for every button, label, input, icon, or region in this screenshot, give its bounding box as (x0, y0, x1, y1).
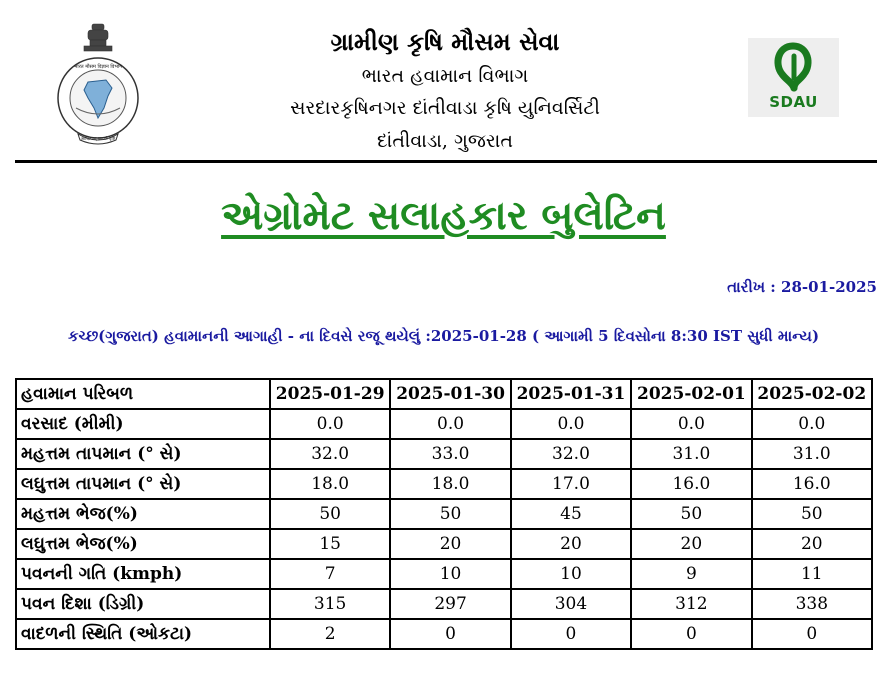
table-row (16, 499, 872, 529)
sdau-logo-text: SDAU (769, 93, 818, 111)
date-header: 2025-01-29 (270, 379, 390, 409)
cell-value: 0 (511, 619, 631, 649)
cell-value: 31.0 (631, 439, 751, 469)
bulletin-header (0, 0, 887, 164)
cell-value: 7 (270, 559, 390, 589)
cell-value: 50 (270, 499, 390, 529)
cell-value: 50 (752, 499, 872, 529)
cell-value: 2 (270, 619, 390, 649)
university-name: સરદારકૃષિનગર દાંતીવાડા કૃષિ યુનિવર્સિટી (290, 97, 600, 119)
cell-value: 10 (511, 559, 631, 589)
cell-value: 0.0 (631, 409, 751, 439)
cell-value: 16.0 (631, 469, 751, 499)
cell-value: 20 (390, 529, 510, 559)
cell-value: 315 (270, 589, 390, 619)
cell-value: 15 (270, 529, 390, 559)
cell-value: 304 (511, 589, 631, 619)
cell-value: 0.0 (752, 409, 872, 439)
svg-text:आदित्यात् जायते वृष्टि: आदित्यात् जायते वृष्टि (80, 137, 116, 142)
bulletin-date: તારીખ : 28-01-2025 (727, 278, 877, 296)
table-header-row (16, 379, 872, 409)
cell-value: 9 (631, 559, 751, 589)
svg-text:भारत मौसम विज्ञान विभाग: भारत मौसम विज्ञान विभाग (73, 64, 123, 70)
cell-value: 31.0 (752, 439, 872, 469)
header-divider (15, 160, 877, 163)
date-header: 2025-01-31 (511, 379, 631, 409)
row-label: લઘુત્તમ ભેજ(%) (16, 529, 270, 559)
cell-value: 312 (631, 589, 751, 619)
date-header: 2025-02-01 (631, 379, 751, 409)
cell-value: 338 (752, 589, 872, 619)
cell-value: 0 (390, 619, 510, 649)
row-label: વાદળની સ્થિતિ (ઓકટા) (16, 619, 270, 649)
cell-value: 0.0 (270, 409, 390, 439)
cell-value: 32.0 (270, 439, 390, 469)
date-header: 2025-02-02 (752, 379, 872, 409)
cell-value: 33.0 (390, 439, 510, 469)
department-name: ભારત હવામાન વિભાગ (361, 65, 529, 87)
date-header: 2025-01-30 (390, 379, 510, 409)
service-title: ગ્રામીણ કૃષિ મૌસમ સેવા (330, 27, 560, 56)
table-row (16, 619, 872, 649)
cell-value: 11 (752, 559, 872, 589)
weather-forecast-table (15, 378, 873, 650)
cell-value: 17.0 (511, 469, 631, 499)
cell-value: 50 (390, 499, 510, 529)
row-label: મહત્તમ તાપમાન (° સે) (16, 439, 270, 469)
location-name: દાંતીવાડા, ગુજરાત (377, 130, 513, 152)
row-label: લઘુત્તમ તાપમાન (° સે) (16, 469, 270, 499)
table-row (16, 559, 872, 589)
table-row (16, 589, 872, 619)
cell-value: 20 (511, 529, 631, 559)
cell-value: 0 (752, 619, 872, 649)
param-header: હવામાન પરિબળ (16, 379, 270, 409)
row-label: વરસાદ (મીમી) (16, 409, 270, 439)
cell-value: 20 (631, 529, 751, 559)
row-label: મહત્તમ ભેજ(%) (16, 499, 270, 529)
cell-value: 45 (511, 499, 631, 529)
cell-value: 10 (390, 559, 510, 589)
table-row (16, 409, 872, 439)
cell-value: 32.0 (511, 439, 631, 469)
cell-value: 0.0 (511, 409, 631, 439)
cell-value: 18.0 (270, 469, 390, 499)
cell-value: 297 (390, 589, 510, 619)
cell-value: 50 (631, 499, 751, 529)
row-label: પવનની ગતિ (kmph) (16, 559, 270, 589)
cell-value: 20 (752, 529, 872, 559)
bulletin-title: એગ્રોમેટ સલાહકાર બુલેટિન (221, 192, 666, 239)
sdau-logo (748, 38, 839, 117)
cell-value: 0 (631, 619, 751, 649)
cell-value: 18.0 (390, 469, 510, 499)
imd-logo (48, 22, 148, 147)
row-label: પવન દિશા (ડિગ્રી) (16, 589, 270, 619)
cell-value: 0.0 (390, 409, 510, 439)
table-row (16, 439, 872, 469)
table-row (16, 469, 872, 499)
table-row (16, 529, 872, 559)
cell-value: 16.0 (752, 469, 872, 499)
forecast-subtitle: કચ્છ(ગુજરાત) હવામાનની આગાહી - ના દિવસે રજૂ થયેલું :2025-01-28 ( આગામી 5 દિવસોના 8:30 IST સુધી માન્ય) (67, 327, 820, 345)
sdau-emblem-icon (748, 38, 839, 93)
